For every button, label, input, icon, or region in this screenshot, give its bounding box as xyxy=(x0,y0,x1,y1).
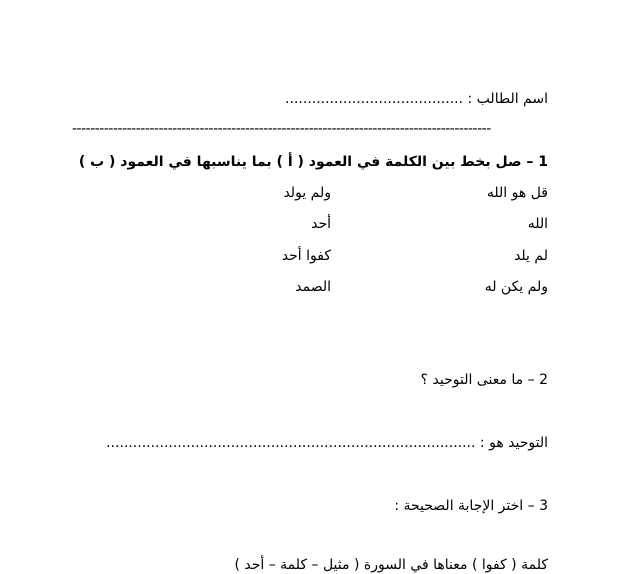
student-name-dots: ........................................ xyxy=(285,91,464,107)
question-2-answer-label: التوحيد هو : xyxy=(479,435,548,451)
question-3-partial-line: كلمة ( كفوا ) معناها في السورة ( مثيل – كلمة – أحد ) xyxy=(234,557,548,573)
question-1-title: 1 – صل بخط بين الكلمة في العمود ( أ ) بما يناسبها في العمود ( ب ) xyxy=(78,154,548,170)
column-b-item-4: الصمد xyxy=(295,279,331,295)
question-2-title: 2 – ما معنى التوحيد ؟ xyxy=(420,372,548,388)
student-name-line xyxy=(285,90,548,108)
student-name-label: اسم الطالب : xyxy=(467,91,548,107)
column-a-item-1: قل هو الله xyxy=(486,185,548,201)
question-2-answer-line xyxy=(106,434,548,452)
question-2-answer-dots: ................................................................................... xyxy=(106,435,476,451)
column-b-item-2: أحد xyxy=(311,216,331,232)
column-a-item-2: الله xyxy=(527,216,548,232)
separator-line: -------------------------------------------------------------------------------------------- xyxy=(72,121,491,137)
question-3-title: 3 – اختر الإجابة الصحيحة : xyxy=(394,498,548,514)
column-b-item-1: ولم يولد xyxy=(283,185,331,201)
column-a-item-3: لم يلد xyxy=(514,248,548,264)
column-b-item-3: كفوا أحد xyxy=(281,248,331,264)
column-a-item-4: ولم يكن له xyxy=(484,279,548,295)
